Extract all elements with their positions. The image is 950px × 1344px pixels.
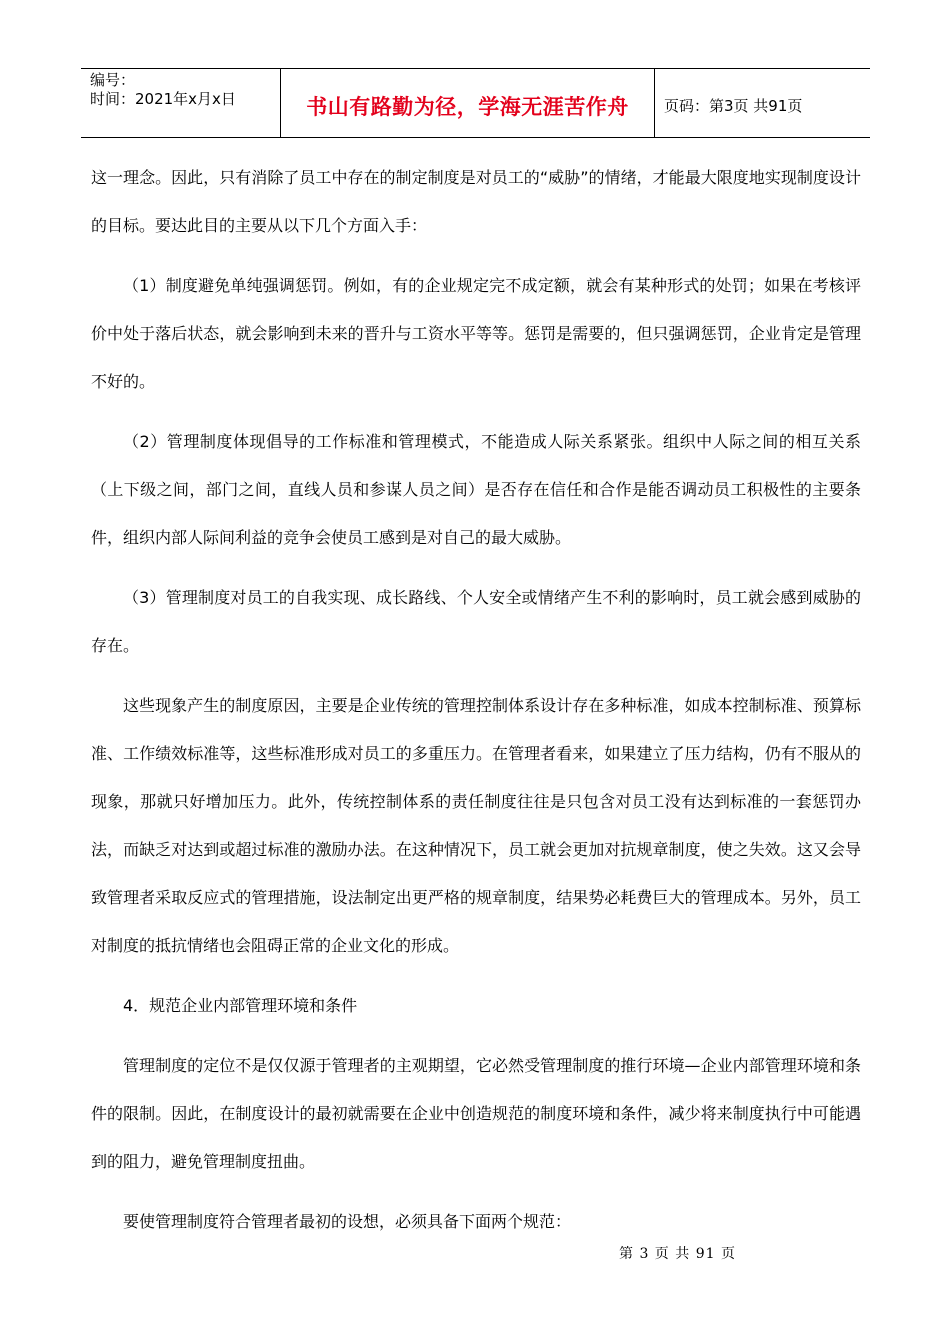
header-number-label: 编号： (90, 71, 136, 89)
body-paragraph: （2）管理制度体现倡导的工作标准和管理模式，不能造成人际关系紧张。组织中人际之间的相互关系（上下级之间，部门之间，直线人员和参谋人员之间）是否存在信任和合作是能否调动员工积极性的主要条件，组织内部人际间利益的竞争会使员工感到是对自己的最大威胁。 (91, 432, 861, 547)
body-paragraph: （1）制度避免单纯强调惩罚。例如，有的企业规定完不成定额，就会有某种形式的处罚；如果在考核评价中处于落后状态，就会影响到未来的晋升与工资水平等等。惩罚是需要的，但只强调惩罚，企业肯定是管理不好的。 (91, 276, 861, 391)
header-meta (81, 69, 281, 137)
body-paragraph: （3）管理制度对员工的自我实现、成长路线、个人安全或情绪产生不利的影响时，员工就会感到威胁的存在。 (91, 588, 861, 655)
header-page-code: 页码：第3页 共91页 (664, 96, 803, 115)
body-paragraph: 要使管理制度符合管理者最初的设想，必须具备下面两个规范： (123, 1212, 572, 1231)
body-paragraph: 这些现象产生的制度原因，主要是企业传统的管理控制体系设计存在多种标准，如成本控制标准、预算标准、工作绩效标准等，这些标准形成对员工的多重压力。在管理者看来，如果建立了压力结构，仍有不服从的现象，那就只好增加压力。此外，传统控制体系的责任制度往往是只包含对员工没有达到标准的一套惩罚办法，而缺乏对达到或超过标准的激励办法。在这种情况下，员工就会更加对抗规章制度，使之失效。这又会导致管理者采取反应式的管理措施，设法制定出更严格的规章制度，结果势必耗费巨大的管理成本。另外，员工对制度的抵抗情绪也会阻碍正常的企业文化的形成。 (91, 696, 861, 955)
document-body (91, 154, 861, 1246)
page-header (81, 68, 870, 138)
header-motto: 书山有路勤为径，学海无涯苦作舟 (281, 69, 655, 137)
body-paragraph: 管理制度的定位不是仅仅源于管理者的主观期望，它必然受管理制度的推行环境—企业内部管理环境和条件的限制。因此，在制度设计的最初就需要在企业中创造规范的制度环境和条件，减少将来制度执行中可能遇到的阻力，避免管理制度扭曲。 (91, 1056, 861, 1171)
page-footer: 第 3 页 共 91 页 (619, 1246, 736, 1262)
body-paragraph: 这一理念。因此，只有消除了员工中存在的制定制度是对员工的“威胁”的情绪，才能最大限度地实现制度设计的目标。要达此目的主要从以下几个方面入手： (91, 168, 861, 235)
section-heading: 4．规范企业内部管理环境和条件 (123, 996, 358, 1015)
header-time-label: 时间：2021年x月x日 (90, 90, 236, 108)
